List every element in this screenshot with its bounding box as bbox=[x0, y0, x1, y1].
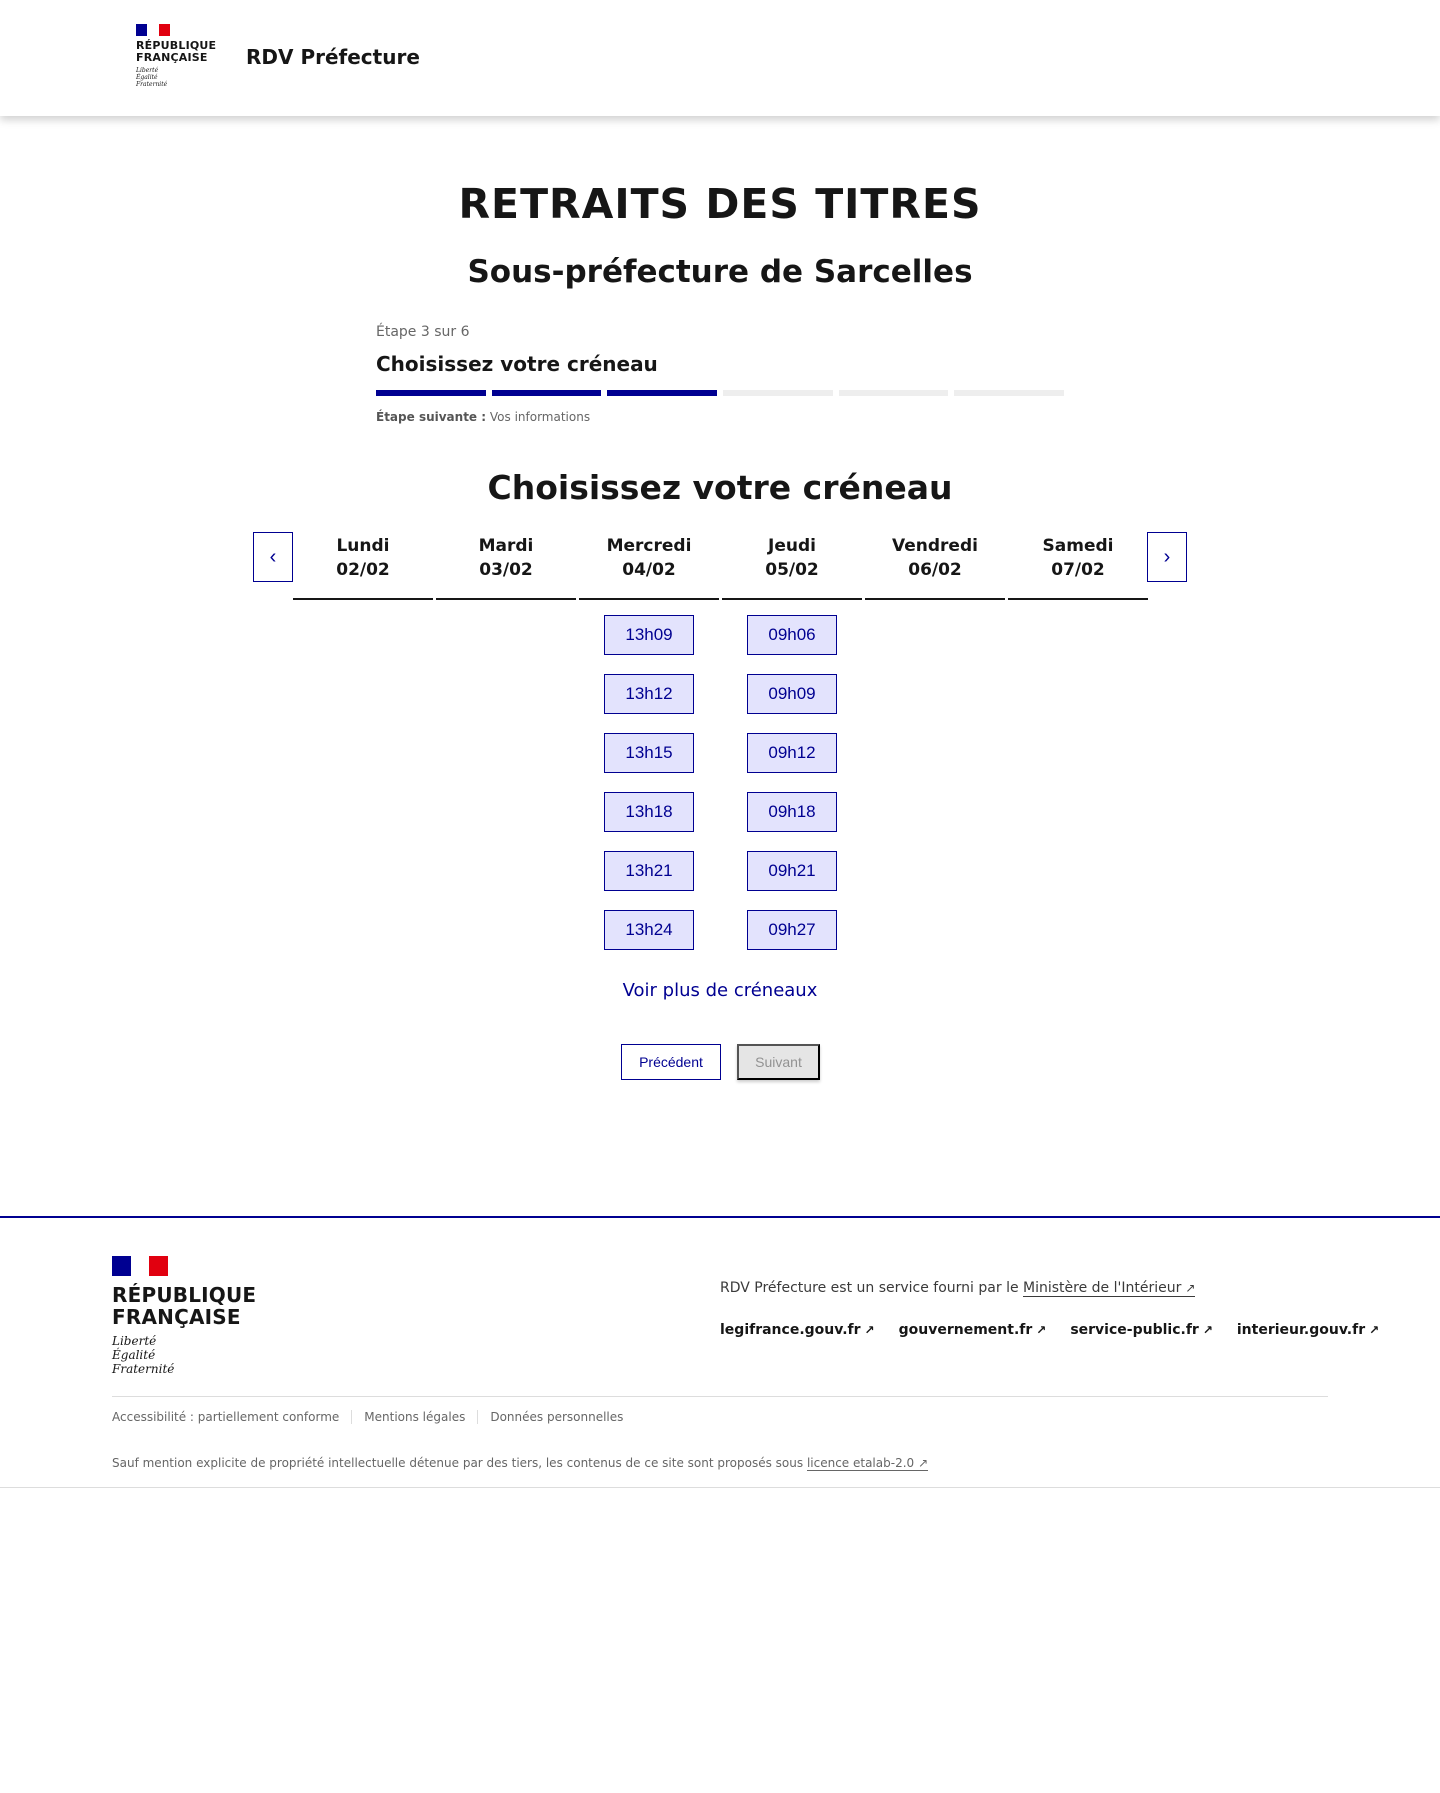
time-slot-button[interactable]: 09h06 bbox=[747, 615, 837, 655]
footer-logo[interactable] bbox=[112, 1256, 256, 1376]
day-header bbox=[865, 530, 1005, 600]
previous-week-button[interactable] bbox=[253, 532, 293, 582]
time-slot-button[interactable]: 13h12 bbox=[604, 674, 694, 714]
logo-motto: Liberté Égalité Fraternité bbox=[136, 67, 168, 88]
next-button[interactable]: Suivant bbox=[737, 1044, 820, 1080]
time-slot-button[interactable]: 09h21 bbox=[747, 851, 837, 891]
day-header bbox=[436, 530, 576, 600]
day-name: Vendredi bbox=[892, 536, 978, 556]
day-column bbox=[865, 530, 1005, 950]
time-slot-button[interactable]: 09h12 bbox=[747, 733, 837, 773]
stepper bbox=[376, 324, 1064, 424]
site-footer bbox=[0, 1216, 1440, 1488]
next-week-button[interactable] bbox=[1147, 532, 1187, 582]
day-column bbox=[579, 530, 719, 950]
page-title: RETRAITS DES TITRES bbox=[458, 180, 982, 228]
logo-wordmark: RÉPUBLIQUE FRANÇAISE bbox=[112, 1283, 257, 1329]
time-slot-button[interactable]: 13h24 bbox=[604, 910, 694, 950]
day-header bbox=[1008, 530, 1148, 600]
footer-bottom-link[interactable]: Accessibilité : partiellement conforme bbox=[112, 1410, 340, 1424]
step-title: Choisissez votre créneau bbox=[376, 352, 658, 376]
previous-button[interactable]: Précédent bbox=[621, 1044, 721, 1080]
footer-link[interactable]: interieur.gouv.fr ↗ bbox=[1236, 1322, 1380, 1338]
footer-bottom-link[interactable]: Données personnelles bbox=[477, 1410, 635, 1424]
day-name: Mardi bbox=[478, 536, 534, 556]
footer-divider bbox=[112, 1396, 1328, 1397]
step-bar bbox=[954, 390, 1064, 396]
day-date: 06/02 bbox=[908, 560, 962, 580]
slot-list bbox=[579, 615, 719, 950]
footer-description: RDV Préfecture est un service fourni par le Ministère de l'Intérieur ↗ bbox=[720, 1280, 1196, 1296]
license-link[interactable]: licence etalab-2.0 ↗ bbox=[806, 1456, 929, 1470]
step-bar bbox=[492, 390, 602, 396]
logo-motto: Liberté Égalité Fraternité bbox=[112, 1334, 175, 1376]
step-count: Étape 3 sur 6 bbox=[376, 324, 470, 340]
republique-francaise-logo[interactable] bbox=[136, 24, 216, 94]
day-header bbox=[579, 530, 719, 600]
french-flag-icon bbox=[136, 24, 170, 36]
day-header bbox=[293, 530, 433, 600]
step-next: Étape suivante : Vos informations bbox=[376, 410, 591, 424]
day-date: 05/02 bbox=[765, 560, 819, 580]
footer-link[interactable]: service-public.fr ↗ bbox=[1070, 1322, 1213, 1338]
time-slot-button[interactable]: 13h21 bbox=[604, 851, 694, 891]
day-date: 04/02 bbox=[622, 560, 676, 580]
day-column bbox=[1008, 530, 1148, 950]
step-bar bbox=[607, 390, 717, 396]
time-slot-button[interactable]: 13h15 bbox=[604, 733, 694, 773]
footer-bottom-link[interactable]: Mentions légales bbox=[351, 1410, 477, 1424]
footer-license: Sauf mention explicite de propriété intellectuelle détenue par des tiers, les contenus de ce site sont proposés sous licence etalab-2.0 ↗ bbox=[112, 1456, 929, 1470]
step-progress bbox=[376, 390, 1064, 396]
chevron-left-icon: ‹ bbox=[269, 545, 277, 568]
service-name[interactable]: RDV Préfecture bbox=[246, 45, 420, 69]
french-flag-icon bbox=[112, 1256, 168, 1276]
step-bar bbox=[376, 390, 486, 396]
day-name: Lundi bbox=[336, 536, 390, 556]
logo-wordmark: RÉPUBLIQUE FRANÇAISE bbox=[136, 39, 217, 64]
chevron-right-icon: › bbox=[1163, 545, 1171, 568]
footer-link[interactable]: legifrance.gouv.fr ↗ bbox=[720, 1322, 875, 1338]
time-slot-button[interactable]: 13h18 bbox=[604, 792, 694, 832]
day-date: 03/02 bbox=[479, 560, 533, 580]
slot-section-title: Choisissez votre créneau bbox=[487, 468, 953, 507]
time-slot-button[interactable]: 09h09 bbox=[747, 674, 837, 714]
day-date: 02/02 bbox=[336, 560, 390, 580]
page-subtitle: Sous-préfecture de Sarcelles bbox=[467, 254, 973, 290]
day-date: 07/02 bbox=[1051, 560, 1105, 580]
external-link-icon: ↗ bbox=[1185, 1281, 1196, 1295]
day-name: Samedi bbox=[1042, 536, 1114, 556]
day-column bbox=[293, 530, 433, 950]
day-column bbox=[436, 530, 576, 950]
time-slot-button[interactable]: 09h27 bbox=[747, 910, 837, 950]
more-slots-link[interactable]: Voir plus de créneaux bbox=[622, 980, 818, 1001]
external-link-icon: ↗ bbox=[1369, 1323, 1380, 1337]
step-bar bbox=[723, 390, 833, 396]
day-column bbox=[722, 530, 862, 950]
external-link-icon: ↗ bbox=[864, 1323, 875, 1337]
time-slot-button[interactable]: 09h18 bbox=[747, 792, 837, 832]
day-name: Jeudi bbox=[768, 536, 816, 556]
day-columns bbox=[293, 530, 1148, 950]
footer-links bbox=[720, 1322, 1379, 1338]
day-name: Mercredi bbox=[606, 536, 692, 556]
external-link-icon: ↗ bbox=[1202, 1323, 1213, 1337]
day-header bbox=[722, 530, 862, 600]
footer-bottom-links bbox=[112, 1410, 635, 1424]
footer-link[interactable]: gouvernement.fr ↗ bbox=[898, 1322, 1047, 1338]
time-slot-button[interactable]: 13h09 bbox=[604, 615, 694, 655]
step-bar bbox=[839, 390, 949, 396]
external-link-icon: ↗ bbox=[918, 1456, 929, 1470]
external-link-icon: ↗ bbox=[1036, 1323, 1047, 1337]
site-header bbox=[0, 0, 1440, 116]
ministere-link[interactable]: Ministère de l'Intérieur ↗ bbox=[1023, 1280, 1196, 1296]
slot-list bbox=[722, 615, 862, 950]
